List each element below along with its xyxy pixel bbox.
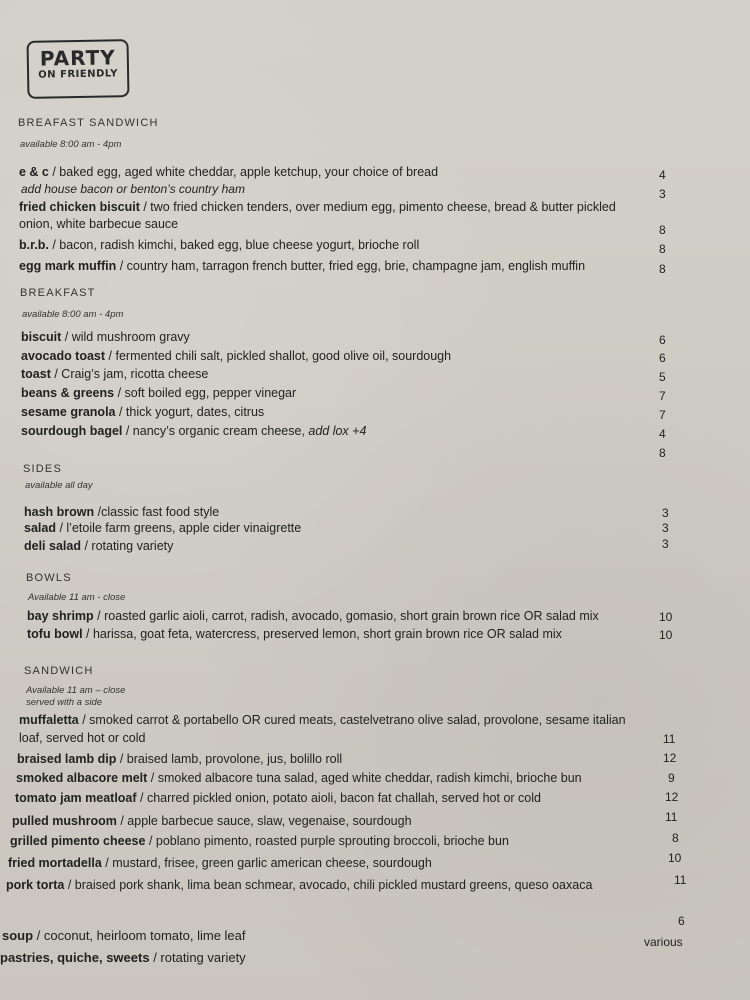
price-pulled-mushroom: 11: [665, 810, 678, 824]
availability-sandwich-side: served with a side: [26, 697, 103, 708]
price-biscuit: 6: [659, 333, 666, 347]
item-desc: / smoked albacore tuna salad, aged white cheddar, radish kimchi, brioche bun: [147, 771, 582, 785]
item-desc: / apple barbecue sauce, slaw, vegenaise, sourdough: [116, 814, 412, 828]
item-name: sesame granola: [21, 405, 116, 419]
item-desc: / fermented chili salt, pickled shallot, good olive oil, sourdough: [105, 349, 452, 363]
section-title-sandwich: SANDWICH: [24, 665, 94, 677]
item-name: braised lamb dip: [17, 752, 117, 766]
item-name: muffaletta: [19, 713, 79, 727]
price-fried-mortadella: 10: [668, 851, 682, 865]
item-desc: /classic fast food style: [94, 505, 220, 519]
item-name: hash brown: [24, 505, 95, 519]
menu-item-toast: [21, 367, 208, 381]
item-desc: / braised lamb, provolone, jus, bolillo roll: [116, 752, 343, 766]
menu-item-soup: [2, 928, 246, 943]
item-name: toast: [21, 367, 51, 381]
menu-item-muffaletta: [19, 713, 626, 727]
price-braised-lamb-dip: 12: [663, 751, 677, 765]
item-name: deli salad: [24, 539, 81, 553]
price-deli-salad: 3: [662, 537, 669, 551]
item-desc: / charred pickled onion, potato aioli, bacon fat challah, served hot or cold: [136, 791, 541, 805]
item-desc: / bacon, radish kimchi, baked egg, blue cheese yogurt, brioche roll: [48, 238, 420, 252]
item-desc: / l’etoile farm greens, apple cider vinaigrette: [55, 521, 302, 535]
addon-bacon-ham: add house bacon or benton’s country ham: [21, 182, 245, 196]
item-desc: / wild mushroom gravy: [61, 330, 190, 344]
price-sourdough-bagel: 4: [659, 427, 666, 441]
menu-item-bay-shrimp: [27, 609, 599, 623]
section-title-breakfast-sandwich: BREAFAST SANDWICH: [18, 117, 159, 129]
menu-item-fried-chicken-biscuit: [19, 200, 616, 214]
availability-breakfast-sandwich: available 8:00 am - 4pm: [20, 139, 122, 150]
item-name: tofu bowl: [27, 627, 83, 641]
price-soup: 6: [678, 914, 685, 928]
availability-sandwich: Available 11 am – close: [26, 685, 126, 696]
menu-item-pulled-mushroom: [12, 814, 412, 828]
price-avocado-toast: 6: [659, 351, 666, 365]
logo-line2: ON FRIENDLY: [38, 68, 119, 81]
item-desc: / nancy’s organic cream cheese,: [122, 424, 309, 438]
item-name: grilled pimento cheese: [10, 834, 146, 848]
item-name: bay shrimp: [27, 609, 94, 623]
menu-item-brb: [19, 238, 419, 252]
menu-item-avocado-toast: [21, 349, 451, 363]
price-toast: 5: [659, 370, 666, 384]
menu-item-muffaletta-line2: loaf, served hot or cold: [19, 731, 146, 745]
menu-item-braised-lamb-dip: [17, 752, 342, 766]
price-egg-mark-muffin: 8: [659, 262, 666, 276]
section-title-breakfast: BREAKFAST: [20, 287, 96, 299]
item-name: pastries, quiche, sweets: [0, 950, 150, 965]
menu-item-egg-mark-muffin: [19, 259, 585, 273]
menu-item-fried-mortadella: [8, 856, 432, 870]
item-desc: / braised pork shank, lima bean schmear, avocado, chili pickled mustard greens, queso oaxaca: [64, 878, 593, 892]
item-desc: / smoked carrot & portabello OR cured meats, castelvetrano olive salad, provolone, sesame italian: [78, 713, 626, 727]
menu-item-tomato-jam-meatloaf: [15, 791, 541, 805]
menu-item-tofu-bowl: [27, 627, 562, 641]
menu-item-grilled-pimento-cheese: [10, 834, 509, 848]
item-name: soup: [2, 928, 34, 943]
menu-item-biscuit: [21, 330, 190, 344]
price-brb: 8: [659, 242, 666, 256]
item-name: smoked albacore melt: [16, 771, 148, 785]
item-desc: / thick yogurt, dates, citrus: [115, 405, 265, 419]
menu-item-beans-and-greens: [21, 386, 296, 400]
menu-item-sesame-granola: [21, 405, 264, 419]
item-desc: / rotating variety: [80, 539, 174, 553]
item-name: biscuit: [21, 330, 62, 344]
price-beans-and-greens: 7: [659, 389, 666, 403]
item-name: avocado toast: [21, 349, 106, 363]
section-title-bowls: BOWLS: [26, 572, 72, 584]
price-sesame-granola: 7: [659, 408, 666, 422]
item-desc: / mustard, frisee, green garlic american cheese, sourdough: [101, 856, 432, 870]
logo-line1: PARTY: [39, 45, 116, 71]
menu-item-fried-chicken-biscuit-line2: onion, white barbecue sauce: [19, 217, 179, 231]
item-name: b.r.b.: [19, 238, 49, 252]
menu-item-pastries: [0, 950, 246, 965]
menu-item-hash-brown: [24, 505, 219, 519]
item-name: tomato jam meatloaf: [15, 791, 137, 805]
item-desc: / Craig’s jam, ricotta cheese: [50, 367, 209, 381]
price-sourdough-bagel-lox: 8: [659, 446, 666, 460]
item-name: beans & greens: [21, 386, 115, 400]
item-name: e & c: [19, 165, 49, 179]
party-on-friendly-logo: [27, 39, 130, 99]
availability-breakfast: available 8:00 am - 4pm: [22, 309, 124, 320]
item-name: egg mark muffin: [19, 259, 117, 273]
item-desc: / soft boiled egg, pepper vinegar: [114, 386, 297, 400]
item-desc: / country ham, tarragon french butter, fried egg, brie, champagne jam, english muffin: [116, 259, 586, 273]
menu-item-deli-salad: [24, 539, 173, 553]
price-bay-shrimp: 10: [659, 610, 673, 624]
price-hash-brown: 3: [662, 506, 669, 520]
price-pastries: various: [644, 935, 683, 949]
item-name: pork torta: [6, 878, 65, 892]
price-tofu-bowl: 10: [659, 628, 673, 642]
item-name: salad: [24, 521, 56, 535]
price-addon: 3: [659, 187, 666, 201]
item-desc: / roasted garlic aioli, carrot, radish, avocado, gomasio, short grain brown rice OR salad mix: [93, 609, 599, 623]
item-name: fried chicken biscuit: [19, 200, 140, 214]
item-desc: / rotating variety: [149, 950, 246, 965]
item-desc: / harissa, goat feta, watercress, preserved lemon, short grain brown rice OR salad mix: [82, 627, 562, 641]
item-name: fried mortadella: [8, 856, 102, 870]
item-desc: / two fried chicken tenders, over medium egg, pimento cheese, bread & butter pickled: [139, 200, 616, 214]
price-pork-torta: 11: [674, 873, 687, 887]
menu-item-salad: [24, 521, 301, 535]
menu-item-e-and-c: [19, 165, 438, 179]
price-grilled-pimento-cheese: 8: [672, 831, 679, 845]
section-title-sides: SIDES: [23, 463, 63, 475]
menu-item-sourdough-bagel: [21, 424, 366, 438]
price-smoked-albacore-melt: 9: [668, 771, 675, 785]
item-addon: add lox +4: [308, 424, 367, 438]
item-desc: / poblano pimento, roasted purple sprouting broccoli, brioche bun: [145, 834, 509, 848]
menu-item-smoked-albacore-melt: [16, 771, 582, 785]
availability-bowls: Available 11 am - close: [28, 592, 126, 603]
availability-sides: available all day: [25, 480, 93, 491]
price-salad: 3: [662, 521, 669, 535]
price-fried-chicken-biscuit: 8: [659, 223, 666, 237]
item-desc: / baked egg, aged white cheddar, apple ketchup, your choice of bread: [48, 165, 439, 179]
item-name: sourdough bagel: [21, 424, 123, 438]
price-muffaletta: 11: [663, 732, 676, 746]
item-name: pulled mushroom: [12, 814, 117, 828]
price-e-and-c: 4: [659, 168, 666, 182]
item-desc: / coconut, heirloom tomato, lime leaf: [33, 928, 246, 943]
menu-item-pork-torta: [6, 878, 592, 892]
price-tomato-jam-meatloaf: 12: [665, 790, 679, 804]
